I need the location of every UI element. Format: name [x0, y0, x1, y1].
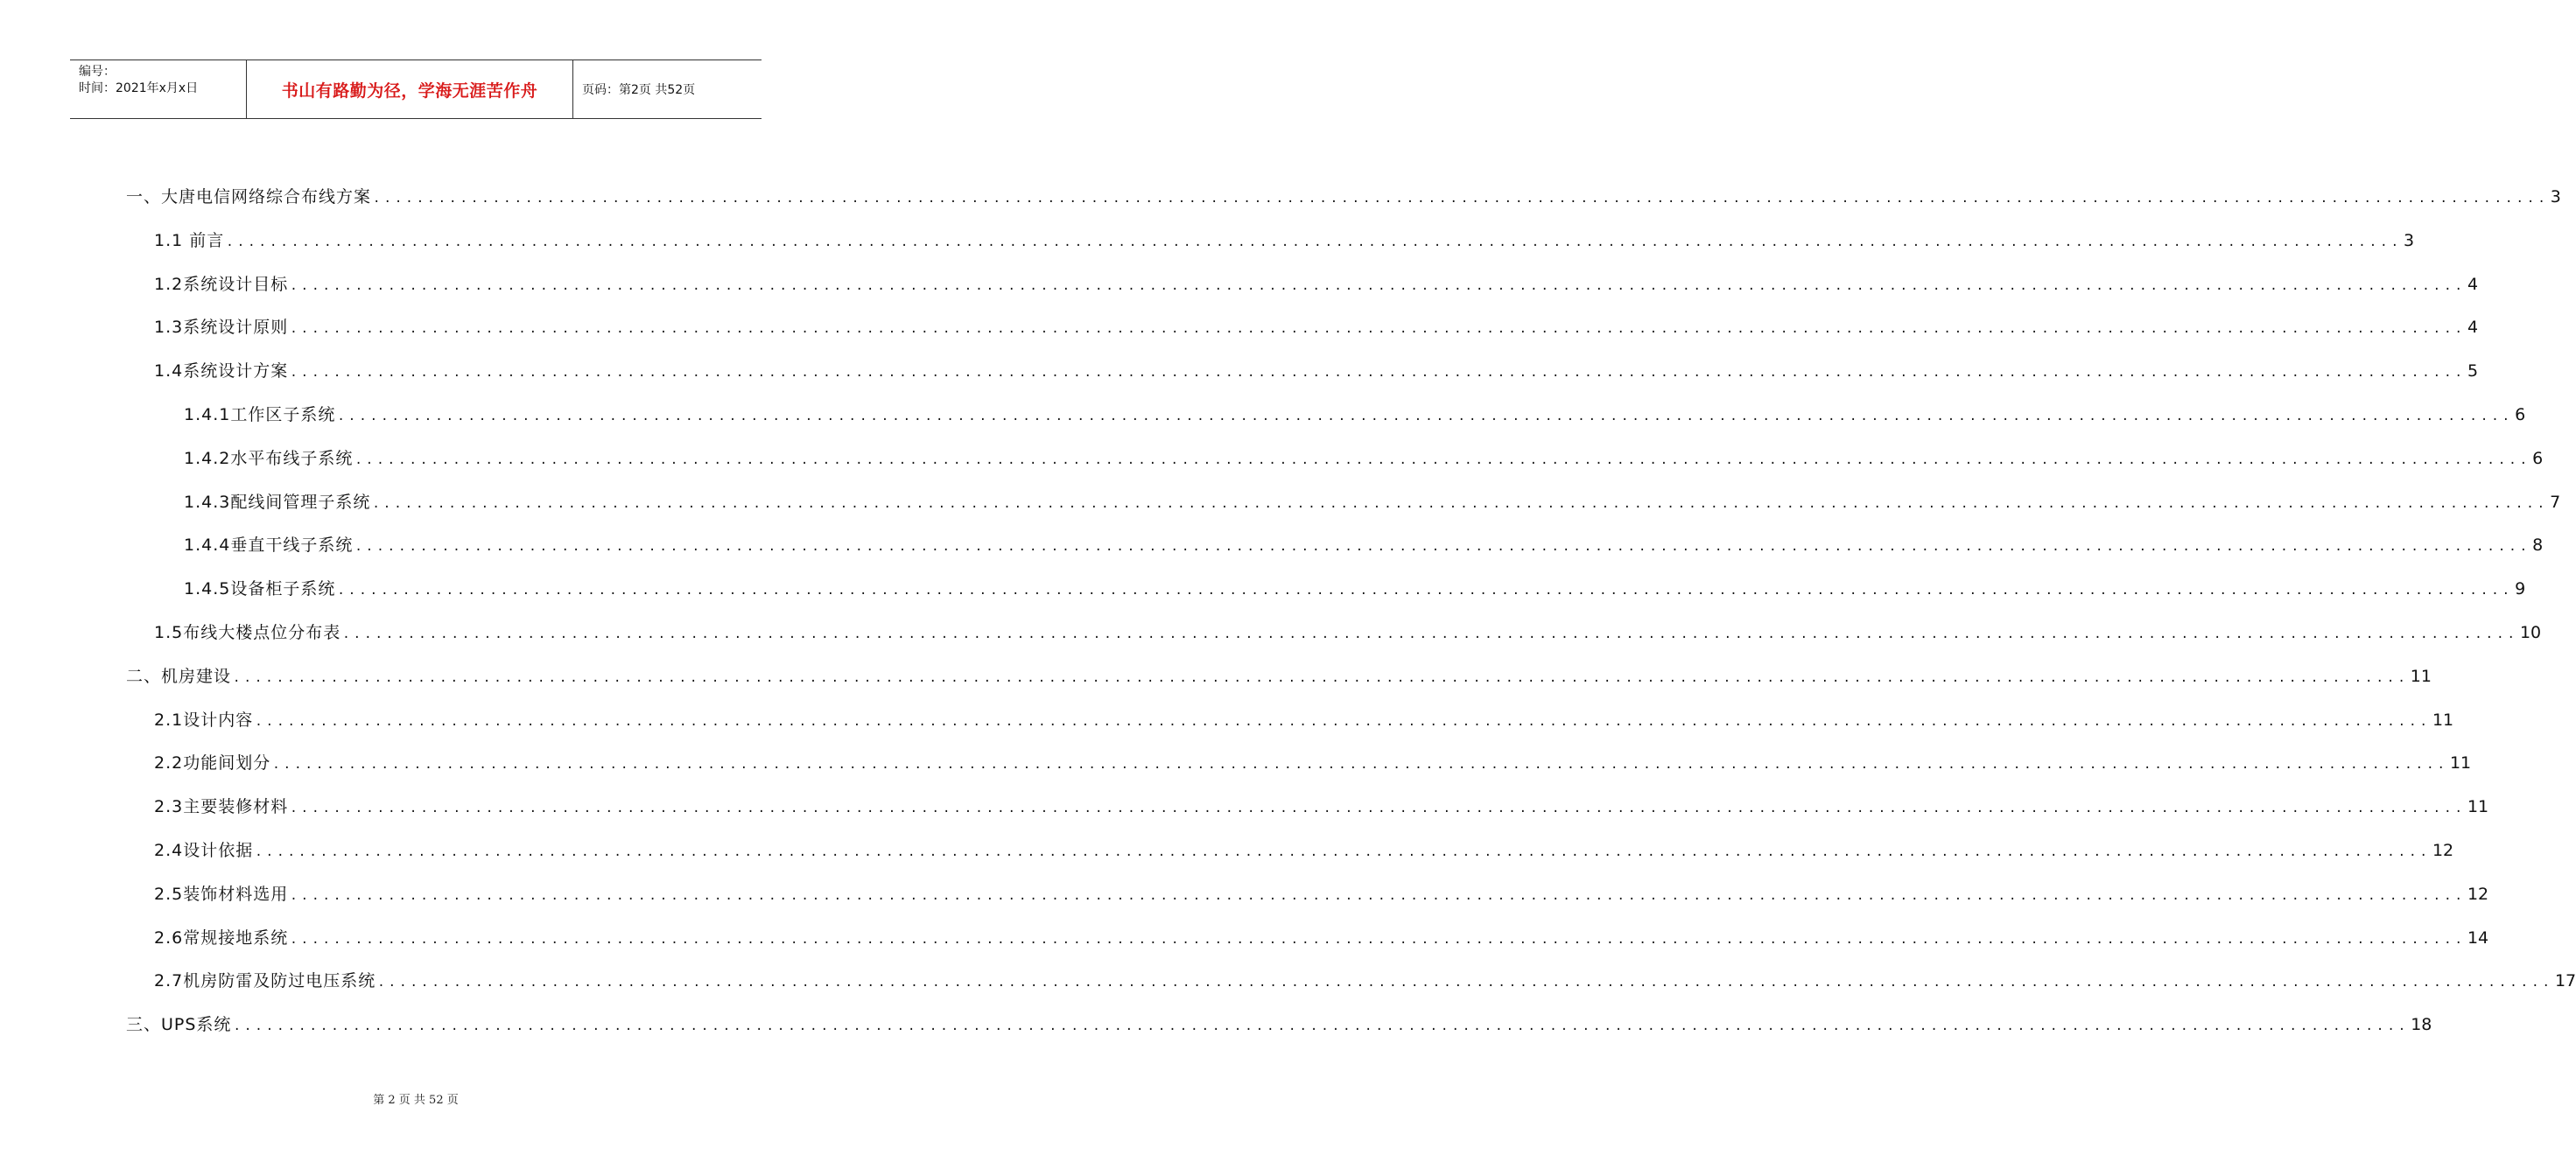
toc-entry-title: 1.4.2水平布线子系统 [184, 448, 354, 468]
toc-dot-leader: ........................................................................................................................................................................................................ [290, 278, 2466, 293]
toc-entry-page: 6 [2532, 448, 2544, 468]
toc-dot-leader: ........................................................................................................................................................................................................ [342, 627, 2518, 641]
toc-entry[interactable] [184, 578, 2526, 600]
toc-entry[interactable] [154, 752, 2472, 774]
toc-entry-page: 11 [2410, 666, 2432, 686]
toc-entry-page: 14 [2467, 928, 2489, 948]
toc-entry-page: 8 [2532, 536, 2544, 556]
toc-entry-title: 1.3系统设计原则 [154, 318, 289, 338]
page-footer: 第 2 页 共 52 页 [373, 1094, 459, 1107]
toc-entry-page: 11 [2467, 797, 2489, 817]
toc-entry-page: 4 [2467, 274, 2479, 294]
toc-entry[interactable] [154, 273, 2479, 296]
toc-entry-page: 4 [2467, 318, 2479, 338]
toc-entry-title: 三、UPS系统 [126, 1015, 232, 1035]
toc-dot-leader: ........................................................................................................................................................................................................ [233, 670, 2409, 685]
toc-entry[interactable] [154, 883, 2489, 906]
toc-entry-title: 2.1设计内容 [154, 710, 254, 730]
toc-entry-title: 1.4.1工作区子系统 [184, 405, 336, 424]
toc-entry[interactable] [154, 316, 2479, 339]
toc-entry[interactable] [184, 447, 2544, 470]
toc-entry-title: 2.6常规接地系统 [154, 928, 289, 948]
toc-dot-leader: ........................................................................................................................................................................................................ [337, 410, 2514, 424]
toc-entry-title: 1.1 前言 [154, 230, 225, 250]
toc-entry-page: 3 [2404, 230, 2415, 250]
toc-entry[interactable] [154, 970, 2576, 992]
toc-dot-leader: ........................................................................................................................................................................................................ [290, 366, 2466, 381]
toc-dot-leader: ........................................................................................................................................................................................................ [255, 845, 2431, 859]
header-page-info: 页码：第2页 共52页 [582, 83, 696, 97]
toc-entry-page: 12 [2467, 884, 2489, 904]
toc-dot-leader: ........................................................................................................................................................................................................ [255, 714, 2431, 729]
toc-entry-title: 2.5装饰材料选用 [154, 884, 289, 904]
toc-entry-page: 18 [2411, 1015, 2432, 1035]
toc-entry-page: 11 [2449, 753, 2472, 774]
header-motto: 书山有路勤为径，学海无涯苦作舟 [247, 60, 573, 118]
toc-entry-page: 3 [2550, 187, 2561, 206]
toc-entry-page: 10 [2519, 623, 2542, 642]
toc-entry-title: 1.5布线大楼点位分布表 [154, 623, 341, 642]
toc-entry[interactable] [154, 229, 2415, 252]
toc-entry-title: 1.2系统设计目标 [154, 274, 289, 294]
toc-entry-title: 1.4.3配线间管理子系统 [184, 492, 371, 512]
toc-entry-title: 1.4.4垂直干线子系统 [184, 536, 354, 556]
toc-dot-leader: ........................................................................................................................................................................................................ [377, 976, 2553, 990]
toc-dot-leader: ........................................................................................................................................................................................................ [272, 758, 2448, 773]
toc-dot-leader: ........................................................................................................................................................................................................ [337, 584, 2514, 598]
toc-dot-leader: ........................................................................................................................................................................................................ [372, 496, 2549, 511]
toc-entry-title: 2.3主要装修材料 [154, 797, 289, 817]
toc-dot-leader: ........................................................................................................................................................................................................ [290, 932, 2466, 947]
toc-entry[interactable] [154, 795, 2489, 818]
toc-entry-page: 11 [2432, 710, 2454, 730]
toc-dot-leader: ........................................................................................................................................................................................................ [354, 540, 2531, 555]
toc-entry[interactable] [154, 709, 2454, 732]
page-header [70, 60, 762, 119]
toc-entry[interactable] [126, 1013, 2432, 1036]
toc-entry[interactable] [154, 360, 2479, 382]
toc-entry[interactable] [154, 839, 2454, 862]
toc-dot-leader: ........................................................................................................................................................................................................ [290, 322, 2466, 337]
toc-entry-page: 5 [2467, 361, 2479, 382]
toc-entry-title: 一、大唐电信网络综合布线方案 [126, 187, 372, 206]
toc-entry[interactable] [126, 186, 2561, 208]
toc-dot-leader: ........................................................................................................................................................................................................ [290, 802, 2466, 816]
toc-entry-title: 1.4系统设计方案 [154, 361, 289, 382]
toc-entry[interactable] [154, 621, 2542, 644]
toc-dot-leader: ........................................................................................................................................................................................................ [233, 1019, 2410, 1034]
toc-entry-title: 1.4.5设备柜子系统 [184, 579, 336, 599]
toc-entry[interactable] [126, 665, 2432, 688]
header-meta [70, 60, 247, 118]
document-time-label: 时间：2021年x月x日 [79, 81, 199, 95]
toc-entry-title: 2.4设计依据 [154, 841, 254, 860]
toc-dot-leader: ........................................................................................................................................................................................................ [373, 192, 2549, 206]
document-number-label: 编号： [79, 65, 116, 79]
toc-dot-leader: ........................................................................................................................................................................................................ [354, 452, 2531, 467]
toc-entry[interactable] [184, 491, 2561, 514]
toc-entry-page: 17 [2554, 971, 2576, 991]
toc-entry[interactable] [184, 534, 2544, 556]
toc-entry-title: 二、机房建设 [126, 666, 232, 686]
toc-entry-page: 6 [2515, 405, 2526, 424]
toc-dot-leader: ........................................................................................................................................................................................................ [290, 888, 2466, 903]
toc-entry-page: 12 [2432, 841, 2454, 860]
toc-entry-page: 7 [2550, 492, 2561, 512]
toc-entry-page: 9 [2515, 579, 2526, 599]
toc-entry[interactable] [154, 927, 2489, 949]
toc-entry-title: 2.7机房防雷及防过电压系统 [154, 971, 376, 991]
toc-entry-title: 2.2功能间划分 [154, 753, 271, 774]
toc-entry[interactable] [184, 403, 2526, 426]
toc-dot-leader: ........................................................................................................................................................................................................ [226, 234, 2403, 249]
